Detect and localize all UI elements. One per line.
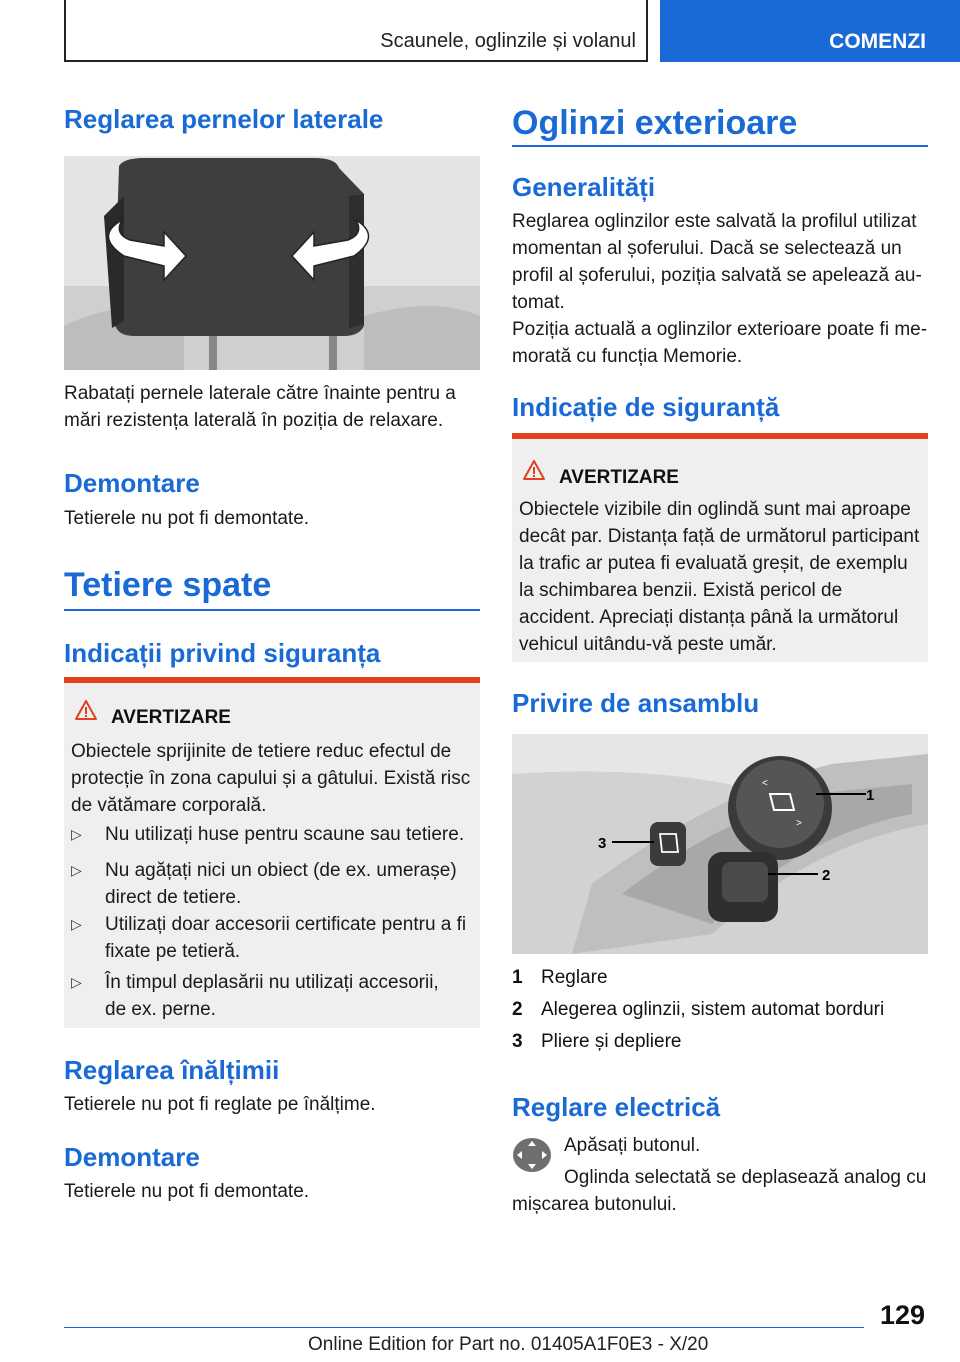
- legend-item: 2 Alegerea oglinzii, sistem automat borduri: [512, 999, 885, 1020]
- bullet-triangle-icon: ▷: [71, 916, 82, 932]
- warning-box: [512, 433, 928, 662]
- legend-item: 3 Pliere și depliere: [512, 1031, 682, 1052]
- electric-paragraph-2: Oglinda selectată se deplasează analog cu mișcarea butonului.: [512, 1167, 927, 1215]
- heading-overview: Privire de ansamblu: [512, 688, 760, 718]
- heading-safety-note: Indicație de siguranță: [512, 392, 780, 422]
- height-text: Tetierele nu pot fi reglate pe înălțime.: [64, 1094, 376, 1115]
- heading-rule: [64, 609, 480, 611]
- callout-1: 1: [866, 787, 875, 804]
- removal-2-text: Tetierele nu pot fi demontate.: [64, 1181, 310, 1202]
- heading-rear-headrests: Tetiere spate: [64, 566, 272, 604]
- bullet-triangle-icon: ▷: [71, 974, 82, 990]
- heading-removal-2: Demontare: [64, 1142, 200, 1172]
- electric-paragraph-1: Apăsați butonul.: [564, 1135, 701, 1156]
- warning-text: Obiectele vizibile din oglindă sunt mai aproape decât par. Distanța față de următorul participant la trafic ar putea fi evaluată greșit, de exemplu la schimbarea benzii. Există pericol de accident. Apreciați distanța până la următorul vehicul uitându-vă peste umăr.: [519, 499, 920, 655]
- bullet-triangle-icon: ▷: [71, 862, 82, 878]
- heading-safety-notes: Indicații privind siguranța: [64, 638, 381, 668]
- warning-title: AVERTIZARE: [111, 707, 231, 728]
- heading-removal-1: Demontare: [64, 468, 200, 498]
- heading-exterior-mirrors: Oglinzi exterioare: [512, 104, 798, 142]
- mirror-controls-image: [512, 734, 928, 954]
- heading-electric-adjust: Reglare electrică: [512, 1092, 721, 1122]
- heading-height-adjust: Reglarea înălțimii: [64, 1055, 280, 1085]
- warning-box: AVERTIZARE Obiectele sprijinite de tetiere reduc efectul de protecție în zona capului și a gâtului. Există risc de vătămare corporală. ▷ Nu utilizați huse pentru scaune sau tetiere. ▷ Nu agățați nici un obiect (de ex. umerașe) direct de tetiere. ▷ Utilizați doar accesorii certificate pentru a fi fixate pe tetieră. ▷ În timpul deplasării nu utilizați accesorii, de ex. perne.: [64, 677, 480, 1028]
- footer-rule: [64, 1327, 864, 1328]
- footer-edition-text: Online Edition for Part no. 01405A1F0E3 - X/20: [308, 1334, 709, 1355]
- callout-3: 3: [598, 835, 607, 852]
- warning-triangle-icon: [74, 699, 98, 726]
- warning-text: Obiectele sprijinite de tetiere reduc efectul de protecție în zona capului și a gâtului. Există risc de vătămare corporală.: [71, 741, 471, 816]
- svg-text:<: <: [762, 778, 768, 789]
- heading-side-cushions: Reglarea pernelor laterale: [64, 104, 384, 134]
- removal-1-text: Tetierele nu pot fi demontate.: [64, 508, 310, 529]
- side-cushions-text: Rabatați pernele laterale către înainte pentru a mări rezistența laterală în poziția de relaxare.: [64, 383, 456, 431]
- svg-text:>: >: [796, 818, 802, 829]
- header-tab-comenzi[interactable]: COMENZI: [660, 0, 960, 62]
- page-number: 129: [880, 1300, 926, 1330]
- callout-2: 2: [822, 867, 831, 884]
- warning-triangle-icon: [522, 459, 546, 486]
- general-paragraph-2: Poziția actuală a oglinzilor exterioare poate fi memorată cu funcția Memorie.: [512, 319, 928, 367]
- header-section-title: Scaunele, oglinzile și volanul: [380, 30, 636, 52]
- general-paragraph-1: Reglarea oglinzilor este salvată la profilul utilizat momentan al șoferului. Dacă se selectează un profil al șoferului, poziția salvată se apelează automat.: [512, 211, 922, 313]
- header-section-box: [64, 0, 648, 62]
- warning-title: AVERTIZARE: [559, 467, 679, 488]
- headrest-image: [64, 156, 480, 370]
- legend-item: 1 Reglare: [512, 967, 608, 988]
- heading-general: Generalități: [512, 172, 656, 202]
- heading-rule: [512, 145, 928, 147]
- bullet-triangle-icon: ▷: [71, 826, 82, 842]
